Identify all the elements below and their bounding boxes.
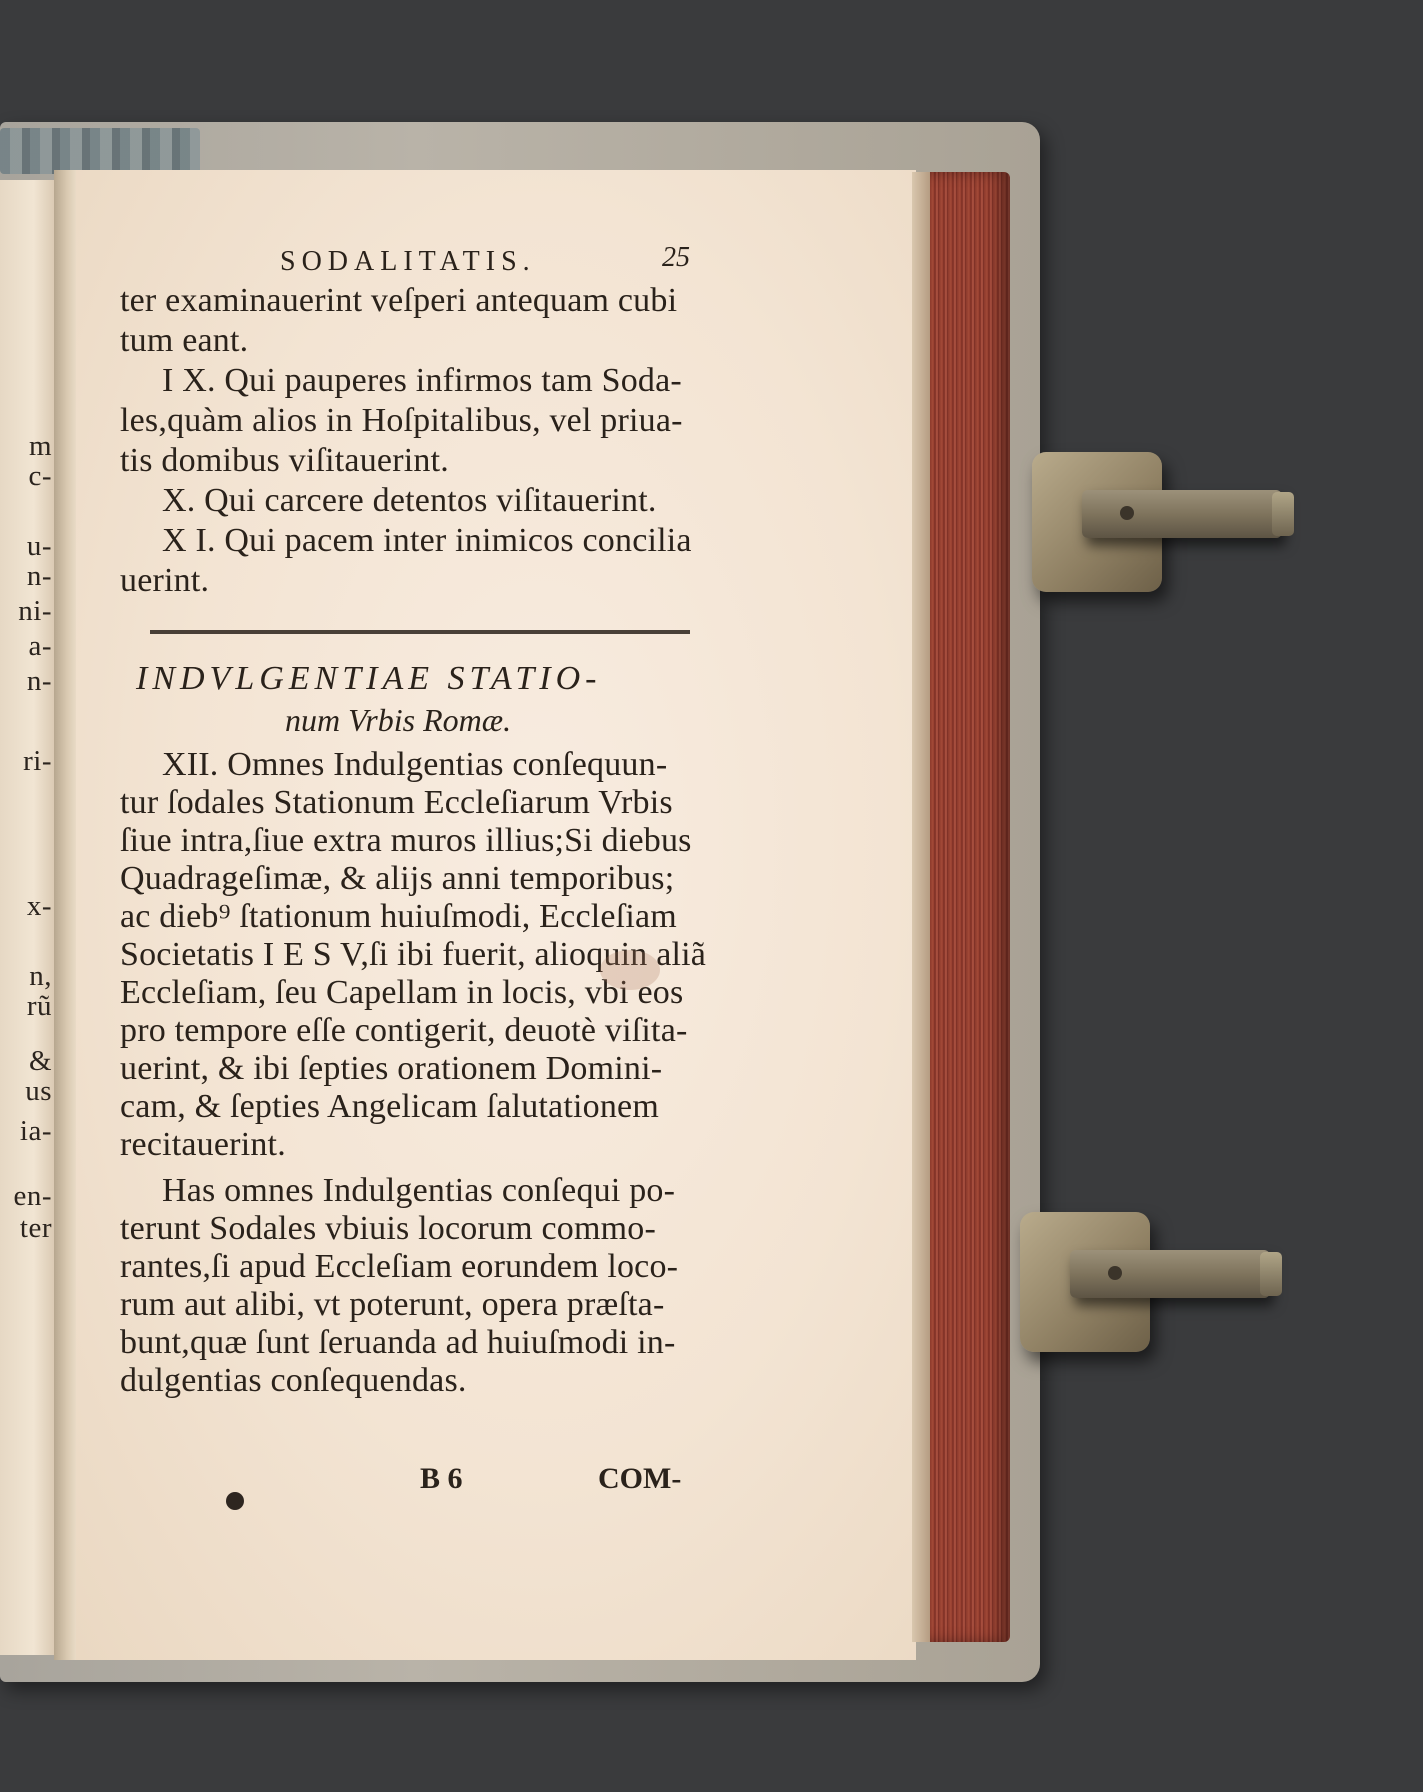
text-line: pro tempore eſſe contigerit, deuotè viſita-: [120, 1012, 688, 1049]
paper-stain: [600, 950, 660, 990]
text-line: X I. Qui pacem inter inimicos concilia: [162, 522, 692, 559]
text-line: tis domibus viſitauerint.: [120, 442, 449, 479]
text-line: rum aut alibi, vt poterunt, opera præſta-: [120, 1286, 665, 1323]
left-page-text-fragment: x-: [26, 890, 52, 922]
section-rule: [150, 630, 690, 634]
section-subheading: num Vrbis Romæ.: [285, 702, 512, 738]
text-line: ter examinauerint veſperi antequam cubi: [120, 282, 678, 319]
left-page-text-fragment: us: [25, 1075, 52, 1107]
text-line: Societatis I E S V,ſi ibi fuerit, alioquin aliã: [120, 936, 707, 973]
page-edge-shadow: [912, 172, 930, 1642]
text-line: recitauerint.: [120, 1126, 286, 1163]
text-line: Eccleſiam, ſeu Capellam in locis, vbi eos: [120, 974, 684, 1011]
left-page-text-fragment: u-: [26, 530, 52, 562]
text-line: XII. Omnes Indulgentias conſequun-: [162, 746, 668, 783]
left-page-text-fragment: a-: [28, 630, 52, 662]
clasp-pin: [1260, 1252, 1282, 1296]
spine-strip: [0, 128, 200, 174]
text-line: ſiue intra,ſiue extra muros illius;Si diebus: [120, 822, 692, 859]
upper-clasp: [1032, 452, 1272, 542]
text-line: Has omnes Indulgentias conſequi po-: [162, 1172, 676, 1209]
page-number: 25: [662, 242, 690, 273]
text-line: tum eant.: [120, 322, 249, 359]
text-line: bunt,quæ ſunt ſeruanda ad huiuſmodi in-: [120, 1324, 676, 1361]
left-page-text-fragment: rũ: [26, 990, 52, 1022]
text-line: uerint, & ibi ſepties orationem Domini-: [120, 1050, 663, 1087]
left-page-text-fragment: ia-: [19, 1115, 52, 1147]
running-head: SODALITATIS.: [280, 246, 536, 277]
text-line: X. Qui carcere detentos viſitauerint.: [162, 482, 657, 519]
left-page-text-fragment: en-: [13, 1180, 52, 1212]
text-line: rantes,ſi apud Eccleſiam eorundem loco-: [120, 1248, 679, 1285]
left-page-text-fragment: n-: [26, 665, 52, 697]
left-page-text-fragment: c-: [28, 460, 52, 492]
wormhole: [226, 1492, 244, 1510]
text-line: terunt Sodales vbiuis locorum commo-: [120, 1210, 657, 1247]
signature-mark: B 6: [420, 1462, 463, 1495]
text-line: dulgentias conſequendas.: [120, 1362, 467, 1399]
text-line: uerint.: [120, 562, 210, 599]
text-line: tur ſodales Stationum Eccleſiarum Vrbis: [120, 784, 673, 821]
catchword: COM-: [598, 1462, 682, 1495]
lower-clasp: [1020, 1212, 1260, 1302]
text-line: cam, & ſepties Angelicam ſalutationem: [120, 1088, 659, 1125]
left-page-text-fragment: n-: [26, 560, 52, 592]
left-page-text-fragment: m: [28, 430, 52, 462]
clasp-bar: [1070, 1250, 1270, 1298]
left-page-text-fragment: n,: [29, 960, 52, 992]
clasp-bar: [1082, 490, 1282, 538]
clasp-rivet: [1120, 506, 1134, 520]
left-page-text-fragment: ni-: [18, 595, 52, 627]
left-page-text-fragment: ter: [19, 1212, 52, 1244]
text-line: Quadrageſimæ, & alijs anni temporibus;: [120, 860, 675, 897]
left-page-fragment: [0, 180, 56, 1655]
text-line: I X. Qui pauperes infirmos tam Soda-: [162, 362, 682, 399]
text-line: les,quàm alios in Hoſpitalibus, vel priua-: [120, 402, 683, 439]
section-heading: INDVLGENTIAE STATIO-: [136, 660, 602, 697]
left-page-text-fragment: &: [28, 1045, 52, 1077]
clasp-rivet: [1108, 1266, 1122, 1280]
clasp-pin: [1272, 492, 1294, 536]
text-line: ac dieb⁹ ſtationum huiuſmodi, Eccleſiam: [120, 898, 677, 935]
left-page-text-fragment: ri-: [23, 745, 52, 777]
